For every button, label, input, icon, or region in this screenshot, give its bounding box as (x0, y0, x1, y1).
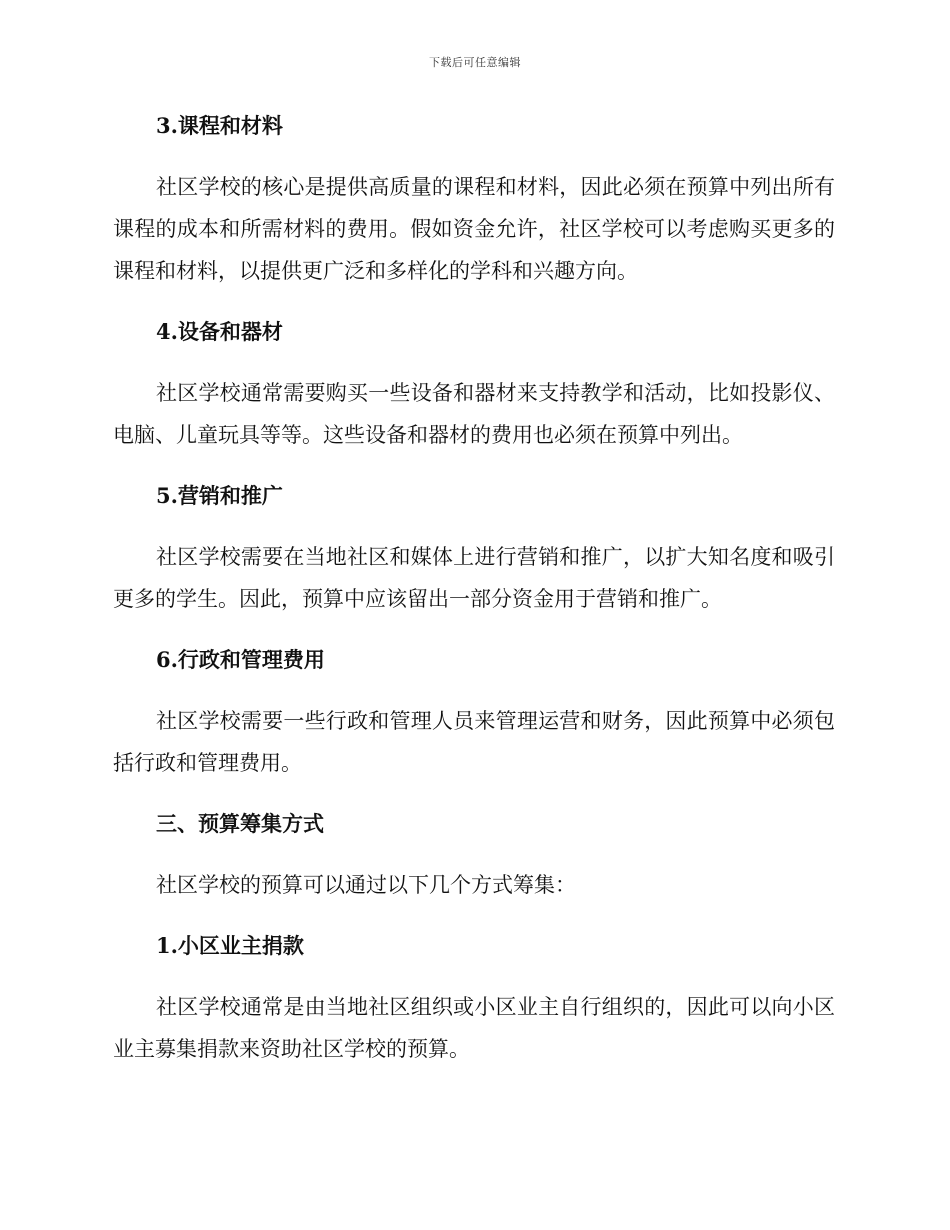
section-heading-admin: 6.行政和管理费用 (156, 647, 325, 672)
section-paragraph-admin: 社区学校需要一些行政和管理人员来管理运营和财务，因此预算中必须包括行政和管理费用。 (113, 709, 835, 775)
document-body (113, 108, 835, 1092)
section-heading-donations: 1.小区业主捐款 (156, 933, 304, 958)
section-paragraph-marketing: 社区学校需要在当地社区和媒体上进行营销和推广，以扩大知名度和吸引更多的学生。因此，预算中应该留出一部分资金用于营销和推广。 (113, 545, 835, 611)
section-paragraph-equipment: 社区学校通常需要购买一些设备和器材来支持教学和活动，比如投影仪、电脑、儿童玩具等等。这些设备和器材的费用也必须在预算中列出。 (113, 381, 835, 447)
section-heading-marketing: 5.营销和推广 (156, 483, 283, 508)
section-paragraph-funding: 社区学校的预算可以通过以下几个方式筹集： (156, 873, 576, 897)
section-paragraph-donations: 社区学校通常是由当地社区组织或小区业主自行组织的，因此可以向小区业主募集捐款来资助社区学校的预算。 (113, 995, 835, 1061)
section-heading-courses: 3.课程和材料 (156, 113, 283, 138)
section-heading-equipment: 4.设备和器材 (156, 319, 283, 344)
section-paragraph-courses: 社区学校的核心是提供高质量的课程和材料，因此必须在预算中列出所有课程的成本和所需材料的费用。假如资金允许，社区学校可以考虑购买更多的课程和材料，以提供更广泛和多样化的学科和兴趣方向。 (113, 175, 835, 283)
page-header: 下载后可任意编辑 (429, 56, 521, 69)
section-heading-funding: 三、预算筹集方式 (156, 811, 324, 836)
